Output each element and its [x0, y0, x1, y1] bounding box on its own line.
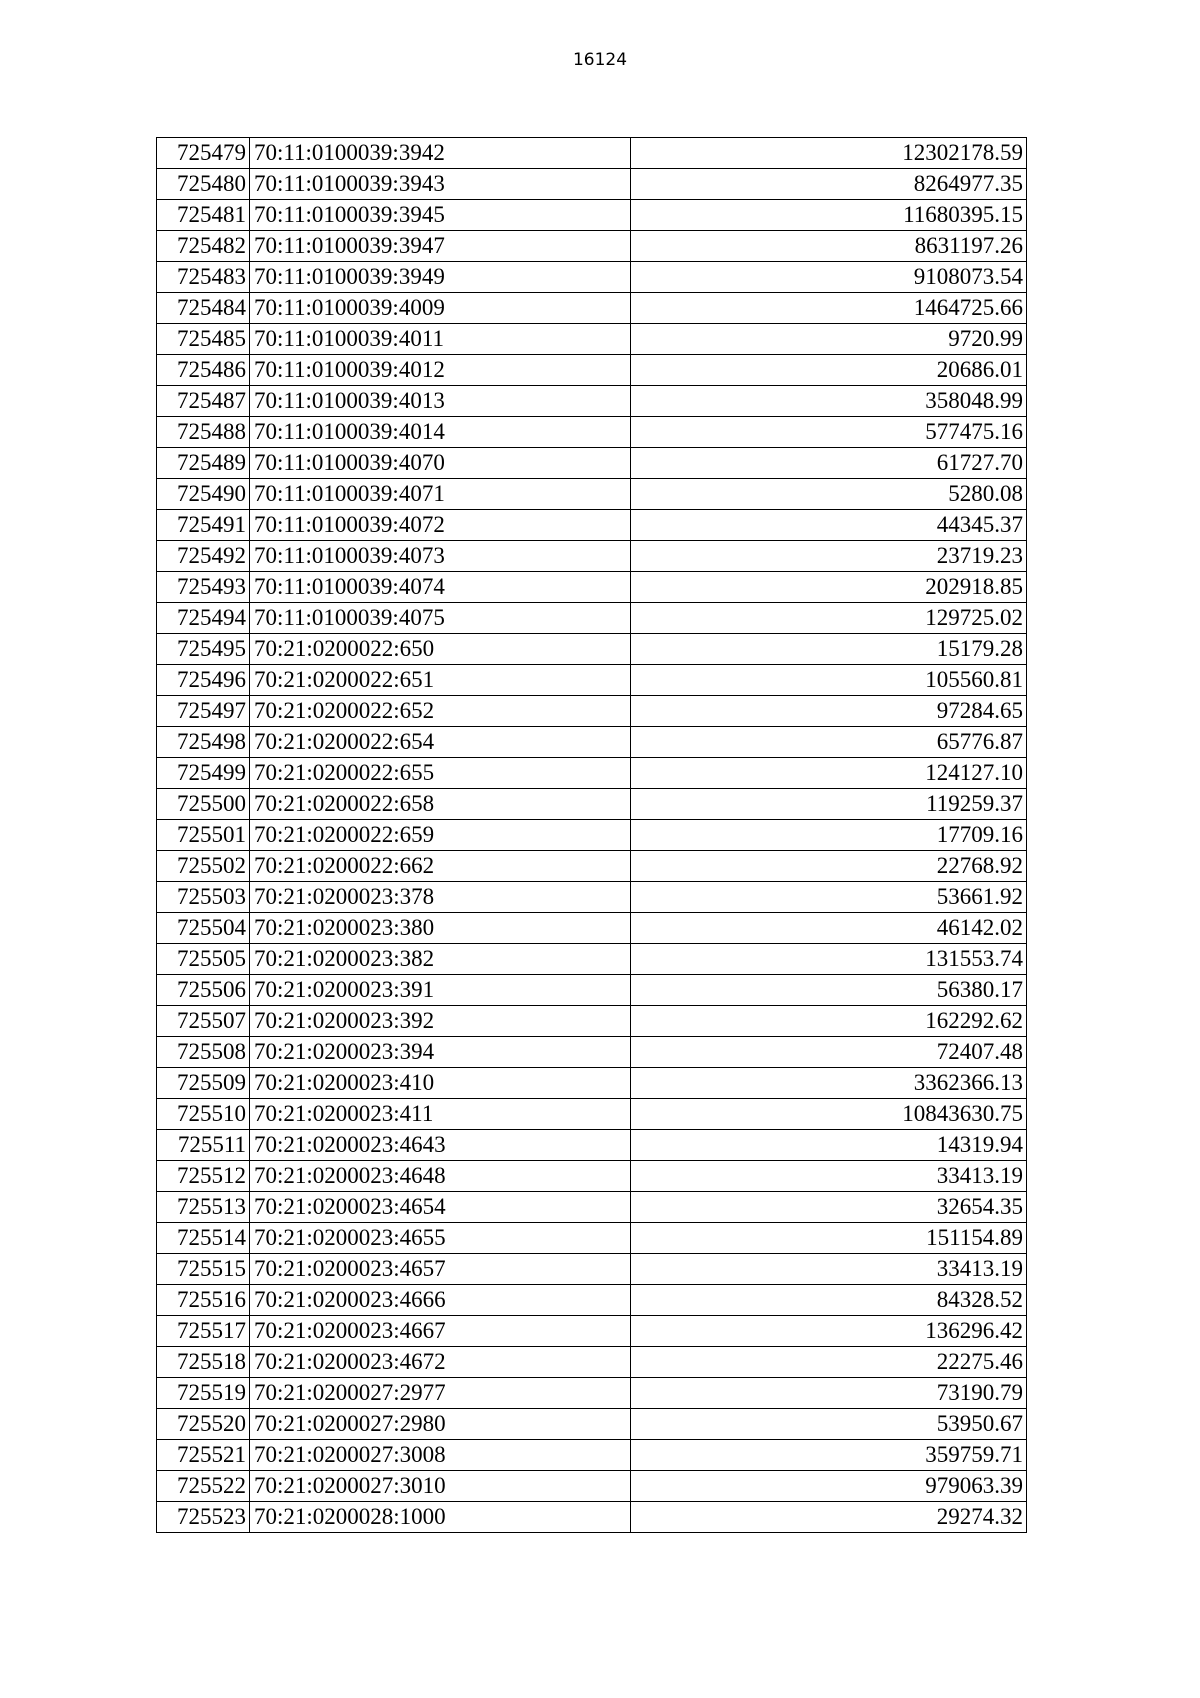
cadastral-value-cell: 46142.02: [631, 913, 1027, 944]
table-row: [157, 386, 1027, 417]
cadastral-value-table: [156, 137, 1027, 1533]
cadastral-value-cell: 979063.39: [631, 1471, 1027, 1502]
table-row: [157, 634, 1027, 665]
cadastral-value-cell: 12302178.59: [631, 138, 1027, 169]
table-row: [157, 510, 1027, 541]
table-row: [157, 1161, 1027, 1192]
cadastral-value-cell: 29274.32: [631, 1502, 1027, 1533]
cadastral-number-cell: 70:21:0200022:654: [250, 727, 631, 758]
cadastral-value-cell: 105560.81: [631, 665, 1027, 696]
table-row: [157, 1316, 1027, 1347]
table-row: [157, 1471, 1027, 1502]
row-number-cell: 725515: [157, 1254, 250, 1285]
cadastral-value-cell: 129725.02: [631, 603, 1027, 634]
table-row: [157, 758, 1027, 789]
row-number-cell: 725488: [157, 417, 250, 448]
table-row: [157, 324, 1027, 355]
cadastral-number-cell: 70:11:0100039:4070: [250, 448, 631, 479]
row-number-cell: 725502: [157, 851, 250, 882]
cadastral-number-cell: 70:11:0100039:3947: [250, 231, 631, 262]
cadastral-number-cell: 70:11:0100039:3943: [250, 169, 631, 200]
table-row: [157, 355, 1027, 386]
cadastral-value-cell: 22768.92: [631, 851, 1027, 882]
table-row: [157, 1409, 1027, 1440]
cadastral-number-cell: 70:11:0100039:3949: [250, 262, 631, 293]
cadastral-value-cell: 61727.70: [631, 448, 1027, 479]
cadastral-value-cell: 53950.67: [631, 1409, 1027, 1440]
cadastral-number-cell: 70:21:0200023:4666: [250, 1285, 631, 1316]
cadastral-number-cell: 70:11:0100039:4073: [250, 541, 631, 572]
table-row: [157, 789, 1027, 820]
cadastral-number-cell: 70:21:0200023:4643: [250, 1130, 631, 1161]
row-number-cell: 725516: [157, 1285, 250, 1316]
cadastral-number-cell: 70:11:0100039:4075: [250, 603, 631, 634]
row-number-cell: 725523: [157, 1502, 250, 1533]
table-body: [157, 138, 1027, 1533]
table-row: [157, 944, 1027, 975]
cadastral-value-cell: 5280.08: [631, 479, 1027, 510]
table-row: [157, 293, 1027, 324]
row-number-cell: 725511: [157, 1130, 250, 1161]
cadastral-value-cell: 3362366.13: [631, 1068, 1027, 1099]
cadastral-number-cell: 70:21:0200023:382: [250, 944, 631, 975]
cadastral-number-cell: 70:21:0200023:4654: [250, 1192, 631, 1223]
table-row: [157, 882, 1027, 913]
cadastral-value-cell: 73190.79: [631, 1378, 1027, 1409]
cadastral-number-cell: 70:11:0100039:4074: [250, 572, 631, 603]
cadastral-number-cell: 70:21:0200027:3010: [250, 1471, 631, 1502]
cadastral-value-cell: 136296.42: [631, 1316, 1027, 1347]
row-number-cell: 725512: [157, 1161, 250, 1192]
row-number-cell: 725479: [157, 138, 250, 169]
cadastral-number-cell: 70:21:0200023:4667: [250, 1316, 631, 1347]
cadastral-number-cell: 70:21:0200027:2980: [250, 1409, 631, 1440]
cadastral-value-cell: 53661.92: [631, 882, 1027, 913]
cadastral-value-cell: 11680395.15: [631, 200, 1027, 231]
row-number-cell: 725514: [157, 1223, 250, 1254]
table-row: [157, 975, 1027, 1006]
table-row: [157, 820, 1027, 851]
cadastral-number-cell: 70:21:0200022:651: [250, 665, 631, 696]
cadastral-value-cell: 44345.37: [631, 510, 1027, 541]
cadastral-value-cell: 577475.16: [631, 417, 1027, 448]
row-number-cell: 725509: [157, 1068, 250, 1099]
table-row: [157, 727, 1027, 758]
cadastral-value-cell: 119259.37: [631, 789, 1027, 820]
row-number-cell: 725517: [157, 1316, 250, 1347]
cadastral-number-cell: 70:21:0200023:392: [250, 1006, 631, 1037]
cadastral-value-cell: 22275.46: [631, 1347, 1027, 1378]
cadastral-value-cell: 72407.48: [631, 1037, 1027, 1068]
cadastral-value-cell: 33413.19: [631, 1161, 1027, 1192]
table-row: [157, 1502, 1027, 1533]
cadastral-number-cell: 70:21:0200023:410: [250, 1068, 631, 1099]
table-row: [157, 1099, 1027, 1130]
cadastral-number-cell: 70:21:0200027:3008: [250, 1440, 631, 1471]
table-row: [157, 541, 1027, 572]
row-number-cell: 725520: [157, 1409, 250, 1440]
cadastral-number-cell: 70:21:0200022:652: [250, 696, 631, 727]
table-row: [157, 417, 1027, 448]
row-number-cell: 725500: [157, 789, 250, 820]
row-number-cell: 725504: [157, 913, 250, 944]
row-number-cell: 725489: [157, 448, 250, 479]
row-number-cell: 725499: [157, 758, 250, 789]
row-number-cell: 725485: [157, 324, 250, 355]
row-number-cell: 725483: [157, 262, 250, 293]
cadastral-number-cell: 70:11:0100039:4071: [250, 479, 631, 510]
cadastral-number-cell: 70:21:0200023:380: [250, 913, 631, 944]
cadastral-number-cell: 70:21:0200022:659: [250, 820, 631, 851]
cadastral-value-cell: 33413.19: [631, 1254, 1027, 1285]
row-number-cell: 725507: [157, 1006, 250, 1037]
cadastral-value-cell: 20686.01: [631, 355, 1027, 386]
table-row: [157, 913, 1027, 944]
row-number-cell: 725490: [157, 479, 250, 510]
row-number-cell: 725519: [157, 1378, 250, 1409]
cadastral-value-cell: 84328.52: [631, 1285, 1027, 1316]
cadastral-number-cell: 70:11:0100039:4013: [250, 386, 631, 417]
table-row: [157, 200, 1027, 231]
row-number-cell: 725487: [157, 386, 250, 417]
cadastral-number-cell: 70:21:0200023:4657: [250, 1254, 631, 1285]
table-row: [157, 138, 1027, 169]
table-row: [157, 1037, 1027, 1068]
row-number-cell: 725501: [157, 820, 250, 851]
cadastral-value-cell: 23719.23: [631, 541, 1027, 572]
table-row: [157, 1440, 1027, 1471]
cadastral-value-cell: 32654.35: [631, 1192, 1027, 1223]
row-number-cell: 725494: [157, 603, 250, 634]
row-number-cell: 725505: [157, 944, 250, 975]
row-number-cell: 725498: [157, 727, 250, 758]
table-row: [157, 169, 1027, 200]
table-row: [157, 262, 1027, 293]
table-row: [157, 1285, 1027, 1316]
table-row: [157, 479, 1027, 510]
cadastral-value-cell: 14319.94: [631, 1130, 1027, 1161]
cadastral-number-cell: 70:11:0100039:4011: [250, 324, 631, 355]
row-number-cell: 725493: [157, 572, 250, 603]
row-number-cell: 725521: [157, 1440, 250, 1471]
row-number-cell: 725491: [157, 510, 250, 541]
cadastral-value-cell: 8631197.26: [631, 231, 1027, 262]
table-row: [157, 1378, 1027, 1409]
cadastral-number-cell: 70:11:0100039:3945: [250, 200, 631, 231]
cadastral-number-cell: 70:21:0200028:1000: [250, 1502, 631, 1533]
cadastral-value-cell: 124127.10: [631, 758, 1027, 789]
cadastral-number-cell: 70:11:0100039:4072: [250, 510, 631, 541]
row-number-cell: 725480: [157, 169, 250, 200]
cadastral-value-cell: 162292.62: [631, 1006, 1027, 1037]
cadastral-number-cell: 70:21:0200022:655: [250, 758, 631, 789]
cadastral-number-cell: 70:11:0100039:4012: [250, 355, 631, 386]
cadastral-value-cell: 9720.99: [631, 324, 1027, 355]
cadastral-value-cell: 65776.87: [631, 727, 1027, 758]
table-row: [157, 572, 1027, 603]
row-number-cell: 725486: [157, 355, 250, 386]
row-number-cell: 725482: [157, 231, 250, 262]
cadastral-number-cell: 70:21:0200022:650: [250, 634, 631, 665]
cadastral-number-cell: 70:21:0200023:4672: [250, 1347, 631, 1378]
table-row: [157, 665, 1027, 696]
table-row: [157, 231, 1027, 262]
cadastral-value-cell: 151154.89: [631, 1223, 1027, 1254]
table-row: [157, 851, 1027, 882]
cadastral-number-cell: 70:21:0200022:662: [250, 851, 631, 882]
row-number-cell: 725484: [157, 293, 250, 324]
cadastral-value-cell: 9108073.54: [631, 262, 1027, 293]
table-row: [157, 1192, 1027, 1223]
cadastral-value-cell: 10843630.75: [631, 1099, 1027, 1130]
row-number-cell: 725518: [157, 1347, 250, 1378]
row-number-cell: 725510: [157, 1099, 250, 1130]
cadastral-value-cell: 131553.74: [631, 944, 1027, 975]
cadastral-value-cell: 8264977.35: [631, 169, 1027, 200]
cadastral-value-cell: 1464725.66: [631, 293, 1027, 324]
page-number: 16124: [572, 50, 628, 70]
row-number-cell: 725513: [157, 1192, 250, 1223]
cadastral-number-cell: 70:21:0200023:411: [250, 1099, 631, 1130]
table-row: [157, 1068, 1027, 1099]
row-number-cell: 725495: [157, 634, 250, 665]
row-number-cell: 725492: [157, 541, 250, 572]
cadastral-number-cell: 70:11:0100039:4009: [250, 293, 631, 324]
cadastral-value-cell: 202918.85: [631, 572, 1027, 603]
cadastral-number-cell: 70:21:0200023:391: [250, 975, 631, 1006]
cadastral-number-cell: 70:21:0200023:4648: [250, 1161, 631, 1192]
table-row: [157, 1254, 1027, 1285]
cadastral-value-cell: 17709.16: [631, 820, 1027, 851]
cadastral-value-cell: 15179.28: [631, 634, 1027, 665]
cadastral-number-cell: 70:11:0100039:3942: [250, 138, 631, 169]
cadastral-value-cell: 358048.99: [631, 386, 1027, 417]
table-row: [157, 1130, 1027, 1161]
row-number-cell: 725522: [157, 1471, 250, 1502]
row-number-cell: 725481: [157, 200, 250, 231]
cadastral-number-cell: 70:21:0200023:394: [250, 1037, 631, 1068]
cadastral-number-cell: 70:11:0100039:4014: [250, 417, 631, 448]
table-row: [157, 1347, 1027, 1378]
row-number-cell: 725497: [157, 696, 250, 727]
table-row: [157, 1006, 1027, 1037]
cadastral-number-cell: 70:21:0200023:378: [250, 882, 631, 913]
row-number-cell: 725503: [157, 882, 250, 913]
cadastral-value-cell: 359759.71: [631, 1440, 1027, 1471]
cadastral-value-cell: 56380.17: [631, 975, 1027, 1006]
cadastral-number-cell: 70:21:0200023:4655: [250, 1223, 631, 1254]
cadastral-number-cell: 70:21:0200022:658: [250, 789, 631, 820]
row-number-cell: 725506: [157, 975, 250, 1006]
cadastral-value-cell: 97284.65: [631, 696, 1027, 727]
cadastral-number-cell: 70:21:0200027:2977: [250, 1378, 631, 1409]
table-row: [157, 696, 1027, 727]
table-row: [157, 603, 1027, 634]
table-row: [157, 448, 1027, 479]
row-number-cell: 725508: [157, 1037, 250, 1068]
row-number-cell: 725496: [157, 665, 250, 696]
table-row: [157, 1223, 1027, 1254]
